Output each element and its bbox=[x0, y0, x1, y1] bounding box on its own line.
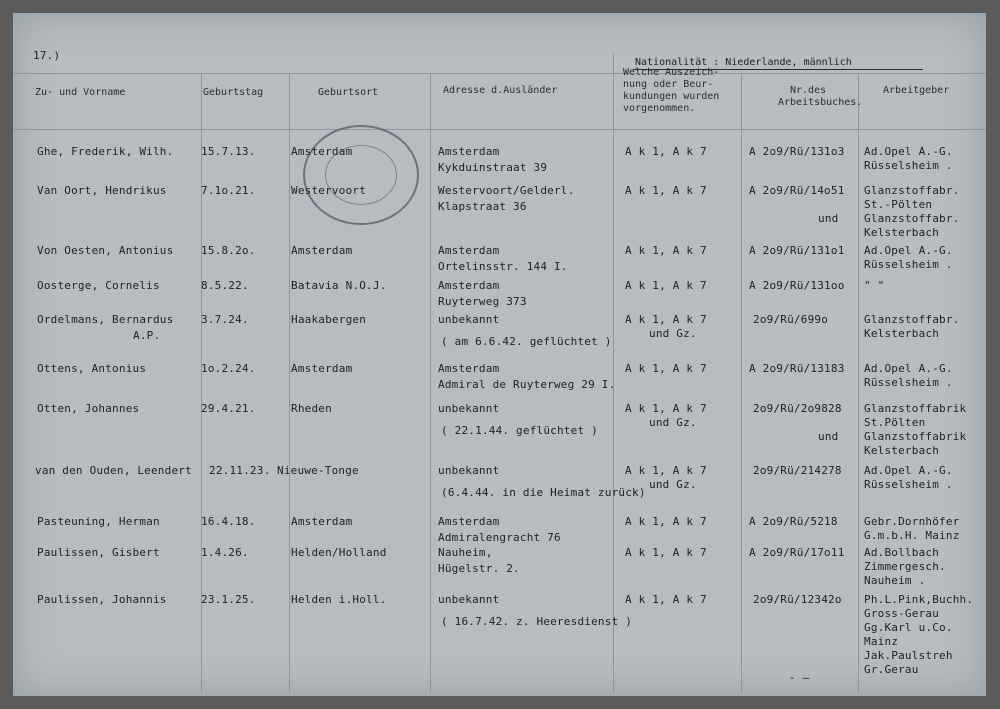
employer-line: Glanzstoffabrik bbox=[864, 430, 967, 443]
remarks: A k 1, A k 7 bbox=[625, 546, 707, 559]
col-divider bbox=[289, 73, 290, 693]
employer-line: St.-Pölten bbox=[864, 198, 933, 211]
employer-line: Rüsselsheim . bbox=[864, 258, 953, 271]
employer-line: Ad.Bollbach bbox=[864, 546, 940, 559]
workbook-number: 2o9/Rü/214278 bbox=[753, 464, 842, 477]
address-line: Admiralengracht 76 bbox=[438, 531, 561, 544]
employer-line: Gg.Karl u.Co. bbox=[864, 621, 953, 634]
birthplace: Rheden bbox=[291, 402, 332, 415]
employer-line: Gr.Gerau bbox=[864, 663, 919, 676]
address-line: Amsterdam bbox=[438, 279, 500, 292]
address-line: Kykduinstraat 39 bbox=[438, 161, 548, 174]
address-line: unbekannt bbox=[438, 593, 500, 606]
birthdate: 16.4.18. bbox=[201, 515, 256, 528]
employer-line: Ad.Opel A.-G. bbox=[864, 362, 953, 375]
remarks: A k 1, A k 7 bbox=[625, 313, 707, 326]
birthdate: 1o.2.24. bbox=[201, 362, 256, 375]
person-name: Paulissen, Gisbert bbox=[37, 546, 160, 559]
header-bottom-rule bbox=[13, 129, 986, 130]
person-name: Van Oort, Hendrikus bbox=[37, 184, 167, 197]
birthdate: 15.8.2o. bbox=[201, 244, 256, 257]
employer-line: Kelsterbach bbox=[864, 226, 940, 239]
remarks: A k 1, A k 7 bbox=[625, 515, 707, 528]
remarks: A k 1, A k 7 bbox=[625, 362, 707, 375]
person-name: Otten, Johannes bbox=[37, 402, 140, 415]
employer-line: St.Pölten bbox=[864, 416, 926, 429]
birthplace: Amsterdam bbox=[291, 515, 353, 528]
employer-line: Mainz bbox=[864, 635, 899, 648]
remarks-extra: und Gz. bbox=[649, 478, 697, 491]
employer-line: Glanzstoffabr. bbox=[864, 313, 960, 326]
workbook-extra: und bbox=[818, 430, 839, 443]
employer-line: G.m.b.H. Mainz bbox=[864, 529, 960, 542]
workbook-number: A 2o9/Rü/5218 bbox=[749, 515, 838, 528]
employer-line: Ph.L.Pink,Buchh. bbox=[864, 593, 974, 606]
remarks: A k 1, A k 7 bbox=[625, 464, 707, 477]
col-divider bbox=[430, 73, 431, 693]
employer-line: Rüsselsheim . bbox=[864, 159, 953, 172]
header-remarks: Welche Auszeich- nung oder Beur- kundungen wurden vorgenommen. bbox=[623, 67, 720, 114]
nationality-heading: Nationalität : Niederlande, männlich bbox=[635, 57, 852, 68]
person-name: Paulissen, Johannis bbox=[37, 593, 167, 606]
employer-line: Glanzstoffabr. bbox=[864, 212, 960, 225]
header-address: Adresse d.Ausländer bbox=[443, 85, 558, 96]
col-divider bbox=[858, 73, 859, 693]
birthdate: 29.4.21. bbox=[201, 402, 256, 415]
person-name-suffix: A.P. bbox=[133, 329, 161, 342]
col-divider bbox=[613, 53, 614, 693]
address-line: Nauheim, bbox=[438, 546, 493, 559]
employer-line: Rüsselsheim . bbox=[864, 478, 953, 491]
employer-line: Gross-Gerau bbox=[864, 607, 940, 620]
workbook-extra: und bbox=[818, 212, 839, 225]
workbook-number: A 2o9/Rü/13183 bbox=[749, 362, 845, 375]
person-name: Ordelmans, Bernardus bbox=[37, 313, 174, 326]
remarks-extra: und Gz. bbox=[649, 327, 697, 340]
header-workbook: Nr.des Arbeitsbuches. bbox=[778, 85, 863, 108]
employer-line: Gebr.Dornhöfer bbox=[864, 515, 960, 528]
address-line: ( 16.7.42. z. Heeresdienst ) bbox=[441, 615, 633, 628]
header-name: Zu- und Vorname bbox=[35, 87, 126, 98]
address-line: Hügelstr. 2. bbox=[438, 562, 520, 575]
birthdate: 1.4.26. bbox=[201, 546, 249, 559]
birthplace: Westervoort bbox=[291, 184, 367, 197]
address-line: ( am 6.6.42. geflüchtet ) bbox=[441, 335, 612, 348]
employer-line: Kelsterbach bbox=[864, 327, 940, 340]
remarks: A k 1, A k 7 bbox=[625, 184, 707, 197]
person-name: Ottens, Antonius bbox=[37, 362, 147, 375]
col-divider bbox=[741, 73, 742, 693]
address-line: Klapstraat 36 bbox=[438, 200, 527, 213]
birthplace: Nieuwe-Tonge bbox=[277, 464, 359, 477]
birthdate: 15.7.13. bbox=[201, 145, 256, 158]
workbook-number: 2o9/Rü/12342o bbox=[753, 593, 842, 606]
address-line: Amsterdam bbox=[438, 145, 500, 158]
remarks: A k 1, A k 7 bbox=[625, 145, 707, 158]
employer-line: Ad.Opel A.-G. bbox=[864, 464, 953, 477]
address-line: Amsterdam bbox=[438, 515, 500, 528]
address-line: Amsterdam bbox=[438, 244, 500, 257]
header-employer: Arbeitgeber bbox=[883, 85, 950, 96]
employer-line: Nauheim . bbox=[864, 574, 926, 587]
address-line: unbekannt bbox=[438, 313, 500, 326]
remarks-extra: und Gz. bbox=[649, 416, 697, 429]
address-line: Amsterdam bbox=[438, 362, 500, 375]
workbook-number: A 2o9/Rü/131o1 bbox=[749, 244, 845, 257]
workbook-number: 2o9/Rü/699o bbox=[753, 313, 829, 326]
workbook-number: A 2o9/Rü/14o51 bbox=[749, 184, 845, 197]
address-line: Admiral de Ruyterweg 29 I. bbox=[438, 378, 616, 391]
address-line: Westervoort/Gelderl. bbox=[438, 184, 575, 197]
workbook-number: A 2o9/Rü/131o3 bbox=[749, 145, 845, 158]
footer-mark: - – bbox=[789, 671, 810, 684]
document-sheet bbox=[13, 13, 986, 696]
employer-line: Ad.Opel A.-G. bbox=[864, 145, 953, 158]
birthplace: Batavia N.O.J. bbox=[291, 279, 387, 292]
birthplace: Haakabergen bbox=[291, 313, 367, 326]
birthdate: 7.1o.21. bbox=[201, 184, 256, 197]
address-line: ( 22.1.44. geflüchtet ) bbox=[441, 424, 598, 437]
birthplace: Helden/Holland bbox=[291, 546, 387, 559]
remarks: A k 1, A k 7 bbox=[625, 244, 707, 257]
remarks: A k 1, A k 7 bbox=[625, 593, 707, 606]
employer-line: Jak.Paulstreh bbox=[864, 649, 953, 662]
person-name: Von Oesten, Antonius bbox=[37, 244, 174, 257]
header-birthdate: Geburtstag bbox=[203, 87, 264, 98]
official-stamp bbox=[303, 125, 419, 225]
employer-line: Kelsterbach bbox=[864, 444, 940, 457]
employer-line: " " bbox=[864, 279, 885, 292]
birthdate: 23.1.25. bbox=[201, 593, 256, 606]
person-name: Ghe, Frederik, Wilh. bbox=[37, 145, 174, 158]
person-name: Pasteuning, Herman bbox=[37, 515, 160, 528]
employer-line: Glanzstoffabrik bbox=[864, 402, 967, 415]
employer-line: Ad.Opel A.-G. bbox=[864, 244, 953, 257]
address-line: Ruyterweg 373 bbox=[438, 295, 527, 308]
address-line: (6.4.44. in die Heimat zurück) bbox=[441, 486, 646, 499]
address-line: Ortelinsstr. 144 I. bbox=[438, 260, 568, 273]
header-top-rule bbox=[13, 73, 986, 74]
birthplace: Amsterdam bbox=[291, 362, 353, 375]
employer-line: Rüsselsheim . bbox=[864, 376, 953, 389]
remarks: A k 1, A k 7 bbox=[625, 279, 707, 292]
birthplace: Helden i.Holl. bbox=[291, 593, 387, 606]
birthdate: 22.11.23. bbox=[209, 464, 271, 477]
remarks: A k 1, A k 7 bbox=[625, 402, 707, 415]
address-line: unbekannt bbox=[438, 402, 500, 415]
workbook-number: 2o9/Rü/2o9828 bbox=[753, 402, 842, 415]
employer-line: Zimmergesch. bbox=[864, 560, 946, 573]
employer-line: Glanzstoffabr. bbox=[864, 184, 960, 197]
birthplace: Amsterdam bbox=[291, 145, 353, 158]
header-birthplace: Geburtsort bbox=[318, 87, 379, 98]
person-name: van den Ouden, Leendert bbox=[35, 464, 192, 477]
person-name: Oosterge, Cornelis bbox=[37, 279, 160, 292]
page-number: 17.) bbox=[33, 49, 61, 62]
birthdate: 3.7.24. bbox=[201, 313, 249, 326]
birthdate: 8.5.22. bbox=[201, 279, 249, 292]
birthplace: Amsterdam bbox=[291, 244, 353, 257]
workbook-number: A 2o9/Rü/17o11 bbox=[749, 546, 845, 559]
address-line: unbekannt bbox=[438, 464, 500, 477]
workbook-number: A 2o9/Rü/131oo bbox=[749, 279, 845, 292]
